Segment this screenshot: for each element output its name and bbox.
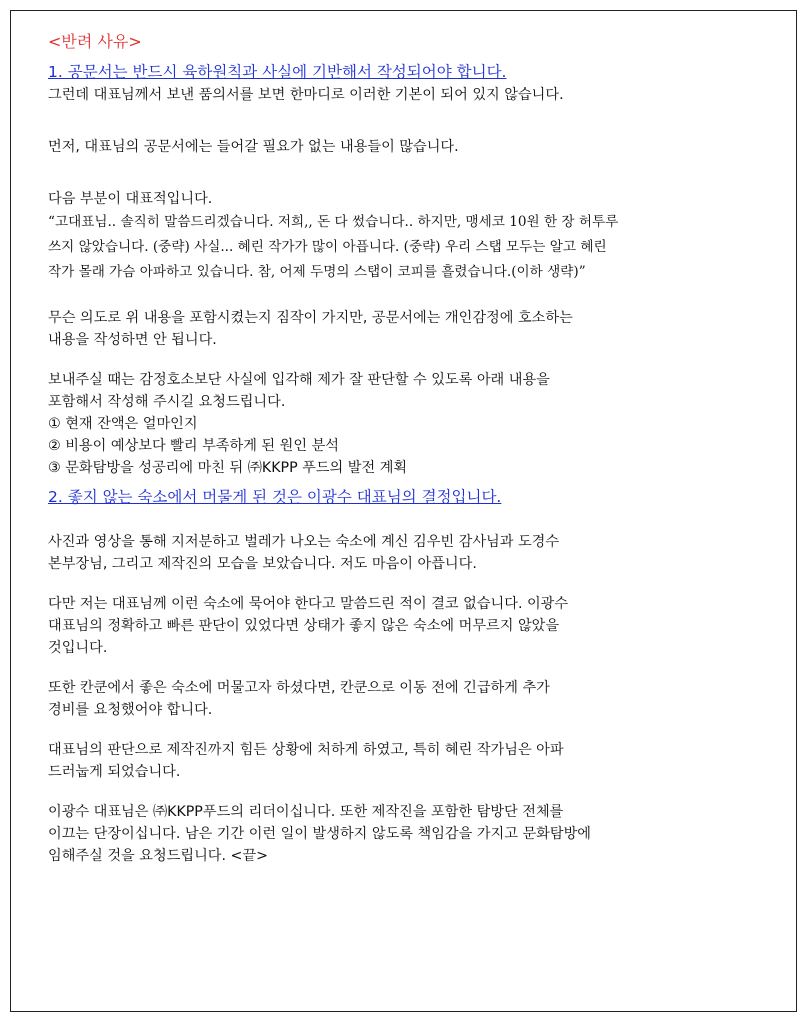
paragraph-line: 또한 칸쿤에서 좋은 숙소에 머물고자 하셨다면, 칸쿤으로 이동 전에 긴급하게 추가 [48, 680, 550, 696]
paragraph-line: 사진과 영상을 통해 지저분하고 벌레가 나오는 숙소에 계신 김우빈 감사님과 도경수 [48, 534, 560, 550]
paragraph-line: 경비를 요청했어야 합니다. [48, 702, 213, 718]
paragraph-line: 것입니다. [48, 640, 108, 656]
quote-line: 작가 몰래 가슴 아파하고 있습니다. 참, 어제 두명의 스탭이 코피를 흘렸습니다.(이하 생략)” [48, 264, 586, 280]
paragraph-line: 대표님의 판단으로 제작진까지 힘든 상황에 처하게 하였고, 특히 혜린 작가님은 아파 [48, 742, 564, 758]
paragraph-line: 이광수 대표님은 ㈜KKPP푸드의 리더이십니다. 또한 제작진을 포함한 탐방단 전체를 [48, 804, 564, 820]
paragraph-line: 무슨 의도로 위 내용을 포함시켰는지 짐작이 가지만, 공문서에는 개인감정에 호소하는 [48, 310, 573, 326]
quote-line: 쓰지 않았습니다. (중략) 사실... 혜린 작가가 많이 아픕니다. (중략) 우리 스탭 모두는 알고 혜린 [48, 239, 607, 255]
request-list-item: ① 현재 잔액은 얼마인지 [48, 416, 198, 432]
section1-paragraph: 다음 부분이 대표적입니다. [48, 191, 213, 207]
paragraph-line: 내용을 작성하면 안 됩니다. [48, 332, 217, 348]
paragraph-line: 이끄는 단장이십니다. 남은 기간 이런 일이 발생하지 않도록 책임감을 가지고 문화탐방에 [48, 826, 591, 842]
paragraph-line: 보내주실 때는 감정호소보단 사실에 입각해 제가 잘 판단할 수 있도록 아래 내용을 [48, 372, 550, 388]
memo-title: <반려 사유> [48, 32, 142, 51]
request-list-item: ② 비용이 예상보다 빨리 부족하게 된 원인 분석 [48, 438, 339, 454]
paragraph-line: 본부장님, 그리고 제작진의 모습을 보았습니다. 저도 마음이 아픕니다. [48, 556, 477, 572]
section1-paragraph: 먼저, 대표님의 공문서에는 들어갈 필요가 없는 내용들이 많습니다. [48, 139, 459, 155]
paragraph-line: 드러눕게 되었습니다. [48, 764, 181, 780]
paragraph-line: 포함해서 작성해 주시길 요청드립니다. [48, 394, 286, 410]
section1-heading: 1. 공문서는 반드시 육하원칙과 사실에 기반해서 작성되어야 합니다. [48, 63, 507, 81]
paragraph-line: 다만 저는 대표님께 이런 숙소에 묵어야 한다고 말씀드린 적이 결코 없습니다. 이광수 [48, 596, 569, 612]
request-list-item: ③ 문화탐방을 성공리에 마친 뒤 ㈜KKPP 푸드의 발전 계획 [48, 460, 408, 476]
paragraph-line: 임해주실 것을 요청드립니다. <끝> [48, 848, 268, 864]
quoted-text [48, 210, 788, 285]
section2-heading: 2. 좋지 않는 숙소에서 머물게 된 것은 이광수 대표님의 결정입니다. [48, 488, 502, 506]
paragraph-line: 대표님의 정확하고 빠른 판단이 있었다면 상태가 좋지 않은 숙소에 머무르지 않았을 [48, 618, 560, 634]
memo-document [48, 20, 788, 867]
section1-intro: 그런데 대표님께서 보낸 품의서를 보면 한마디로 이러한 기본이 되어 있지 않습니다. [48, 87, 564, 103]
quote-line: “고대표님.. 솔직히 말씀드리겠습니다. 저희,, 돈 다 썼습니다.. 하지만, 맹세코 10원 한 장 허투루 [48, 214, 619, 230]
